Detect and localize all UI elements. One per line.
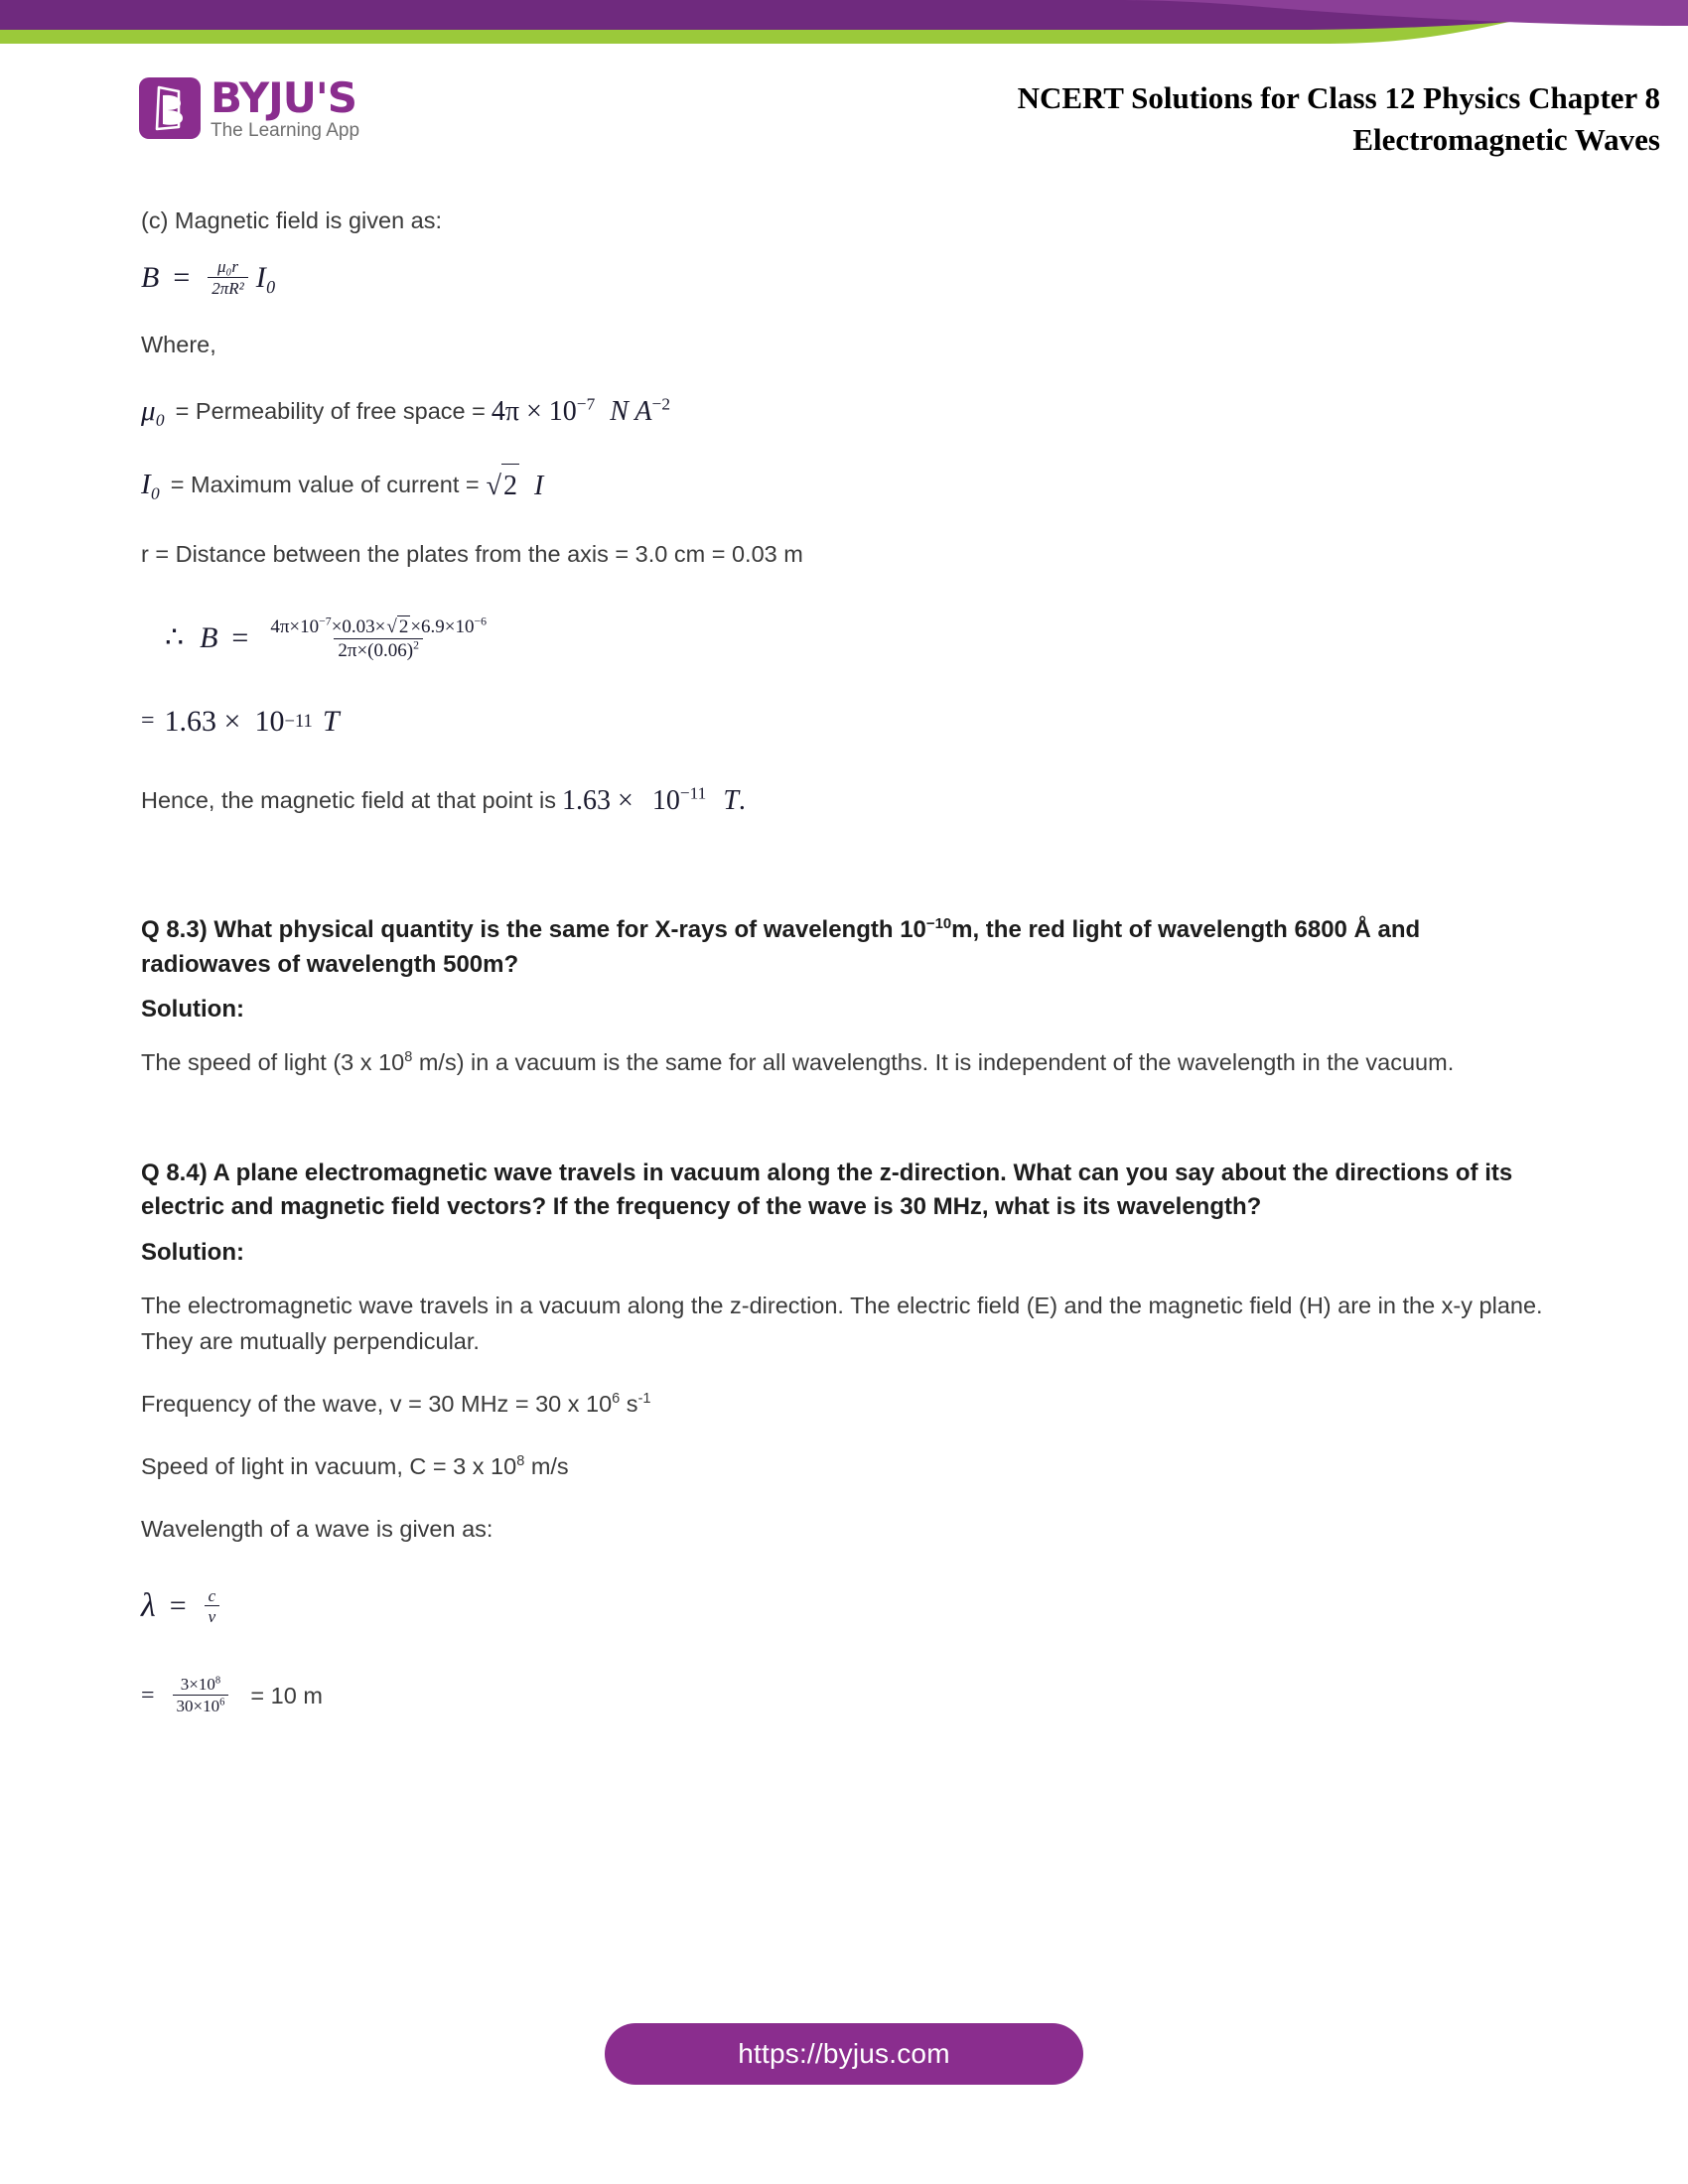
logo-wordmark: BYJU'S bbox=[211, 73, 356, 122]
q83-line1-b: m, the red light of bbox=[951, 915, 1152, 943]
q83-answer-b: m/s) in a vacuum is the same for all wavelengths. It is independent of the bbox=[412, 1049, 1172, 1076]
conclusion-unit: T bbox=[723, 784, 739, 816]
formula-lambda bbox=[141, 1587, 1551, 1627]
definition-I0-value bbox=[486, 464, 544, 507]
definition-mu0 bbox=[141, 390, 1551, 434]
lambda-symbol: λ bbox=[141, 1587, 156, 1625]
conclusion-magnetic-field bbox=[141, 780, 1551, 822]
computation-B-numerator bbox=[266, 615, 491, 638]
q84-freq-exp: 6 bbox=[612, 1390, 621, 1407]
mu0-unit-exp: −2 bbox=[651, 394, 671, 414]
q84-para-1 bbox=[141, 1289, 1551, 1359]
lambda-fraction bbox=[205, 1587, 220, 1627]
final-equals: = bbox=[141, 1682, 155, 1708]
q84-frequency-line bbox=[141, 1387, 1551, 1422]
final-fraction bbox=[173, 1676, 229, 1715]
q84-freq-a: Frequency of the wave, v = 30 MHz = 30 x 10 bbox=[141, 1390, 613, 1417]
computation-sqrt-radicand: 2 bbox=[398, 615, 409, 637]
q84-line3: MHz, what is its wavelength? bbox=[932, 1193, 1262, 1221]
conclusion-value bbox=[562, 780, 746, 822]
q84-line1: Q 8.4) A plane electromagnetic wave travels in vacuum along the z-direction. What can you say bbox=[141, 1159, 1215, 1186]
mu0-value-exp: −7 bbox=[576, 394, 596, 414]
conclusion-period: . bbox=[738, 784, 746, 816]
formula-magnetic-field bbox=[141, 258, 1551, 298]
question-8-4-heading bbox=[141, 1157, 1551, 1226]
q84-para1-line1: The electromagnetic wave travels in a vacuum along the z-direction. The electric field (E) and the bbox=[141, 1293, 1142, 1319]
den-part-1-exp: 2 bbox=[413, 638, 419, 652]
q84-freq-b-exp: -1 bbox=[637, 1390, 651, 1407]
formula-B-equals: = bbox=[173, 261, 191, 295]
lambda-equals: = bbox=[169, 1589, 187, 1623]
lambda-denominator: v bbox=[205, 1605, 220, 1626]
formula-B-tail: I₀ bbox=[255, 261, 277, 295]
q83-line2: wavelength 6800 Å and radiowaves of wavelength 500m? bbox=[141, 915, 1421, 978]
byjus-url-button[interactable]: https://byjus.com bbox=[605, 2023, 1083, 2085]
symbol-mu0: μ₀ bbox=[141, 395, 166, 428]
final-result: = 10 m bbox=[250, 1682, 323, 1708]
definition-I0 bbox=[141, 464, 1551, 507]
q84-solution-label: Solution: bbox=[141, 1239, 244, 1267]
definition-mu0-text: = Permeability of free space = bbox=[175, 398, 486, 425]
final-den-exp: 6 bbox=[219, 1697, 225, 1708]
definition-r: r = Distance between the plates from the axis = 3.0 cm = 0.03 m bbox=[141, 540, 803, 567]
num-part-1-exp: −7 bbox=[319, 614, 332, 628]
formula-B-denominator: 2πR² bbox=[208, 277, 248, 298]
final-num-base: 3×10 bbox=[180, 1675, 215, 1695]
result-equals: = bbox=[141, 708, 155, 735]
definition-I0-text: = Maximum value of current = bbox=[170, 472, 480, 498]
formula-B-numerator: μ₀r bbox=[216, 257, 239, 277]
final-denominator bbox=[173, 1695, 229, 1715]
result-mantissa: 1.63 × bbox=[164, 704, 241, 738]
document-body bbox=[141, 204, 1551, 1715]
section-spacer-2b bbox=[141, 1139, 1551, 1157]
q83-answer-exp: 8 bbox=[404, 1049, 413, 1066]
q83-answer bbox=[141, 1045, 1551, 1080]
symbol-I0: I₀ bbox=[141, 468, 161, 500]
conclusion-mantissa: 1.63 × bbox=[562, 784, 633, 816]
final-calculation bbox=[141, 1676, 1551, 1715]
q83-line1-a: Q 8.3) What physical quantity is the same for X-rays of wavelength 10 bbox=[141, 915, 926, 943]
q83-solution-label: Solution: bbox=[141, 996, 244, 1024]
num-part-1: 4π×10 bbox=[270, 615, 320, 637]
q84-speed-line bbox=[141, 1449, 1551, 1484]
therefore-symbol: ∴ bbox=[165, 621, 185, 655]
section-spacer-1 bbox=[141, 822, 1551, 880]
lambda-numerator: c bbox=[208, 1585, 216, 1605]
computation-B-equals: = bbox=[231, 620, 249, 654]
conclusion-base: 10 bbox=[651, 784, 680, 816]
logo-tagline: The Learning App bbox=[211, 120, 360, 142]
section-spacer-1b bbox=[141, 880, 1551, 913]
sqrt-icon-computation: √ 2 bbox=[386, 615, 409, 637]
sqrt-icon: √2 bbox=[486, 464, 519, 507]
num-part-2: ×0.03× bbox=[331, 615, 386, 637]
q83-line1-exp: −10 bbox=[925, 915, 952, 932]
result-unit: T bbox=[322, 704, 340, 738]
byjus-logo bbox=[139, 73, 360, 142]
q84-line2: about the directions of its electric and magnetic field vectors? If the frequency of the wave is 30 bbox=[141, 1159, 1513, 1221]
formula-B-fraction bbox=[208, 258, 248, 298]
section-spacer-2 bbox=[141, 1081, 1551, 1139]
I0-value-tail: I bbox=[533, 470, 544, 501]
computation-B-lhs: B bbox=[200, 620, 218, 654]
computation-B-denominator bbox=[334, 638, 423, 661]
final-num-exp: 8 bbox=[214, 1675, 221, 1687]
computation-magnetic-field bbox=[141, 615, 1551, 661]
conclusion-text: Hence, the magnetic field at that point is bbox=[141, 787, 557, 814]
q84-speed-exp: 8 bbox=[516, 1453, 525, 1470]
result-magnetic-field: = 1.63 × 10 −11 T bbox=[141, 704, 340, 738]
final-den-base: 30×10 bbox=[176, 1697, 220, 1716]
logo-mark-icon bbox=[139, 77, 201, 139]
mu0-unit: N A bbox=[610, 395, 652, 427]
result-base: 10 bbox=[254, 704, 285, 738]
conclusion-exp: −11 bbox=[679, 783, 707, 803]
part-c-intro: (c) Magnetic field is given as: bbox=[141, 207, 443, 233]
header-title-line-1: NCERT Solutions for Class 12 Physics Chapter 8 bbox=[1017, 80, 1660, 115]
q84-para1-line2: magnetic field (H) are in the x-y plane. They are mutually perpendicular. bbox=[141, 1293, 1543, 1354]
header-banner bbox=[0, 0, 1688, 60]
q84-wavelength-intro: Wavelength of a wave is given as: bbox=[141, 1516, 493, 1543]
den-part-1: 2π×(0.06) bbox=[338, 639, 414, 661]
q84-speed-a: Speed of light in vacuum, C = 3 x 10 bbox=[141, 1453, 517, 1479]
sqrt-radicand-I0: 2 bbox=[501, 464, 519, 507]
definition-mu0-value bbox=[492, 391, 670, 433]
mu0-value-base: 4π × 10 bbox=[491, 395, 577, 427]
q84-speed-b: m/s bbox=[524, 1453, 569, 1479]
q83-answer-line2: wavelength in the vacuum. bbox=[1177, 1049, 1455, 1076]
q84-freq-b: s bbox=[620, 1390, 638, 1417]
computation-B-fraction bbox=[266, 615, 491, 661]
question-8-3-heading bbox=[141, 913, 1551, 983]
page-header-title bbox=[1018, 77, 1660, 161]
q83-answer-a: The speed of light (3 x 10 bbox=[141, 1049, 405, 1076]
final-numerator bbox=[177, 1676, 224, 1695]
num-part-3: ×6.9×10 bbox=[410, 615, 475, 637]
header-title-line-2: Electromagnetic Waves bbox=[1352, 121, 1660, 157]
where-label: Where, bbox=[141, 331, 216, 357]
num-part-3-exp: −6 bbox=[474, 614, 488, 628]
formula-B-lhs: B bbox=[141, 261, 160, 295]
